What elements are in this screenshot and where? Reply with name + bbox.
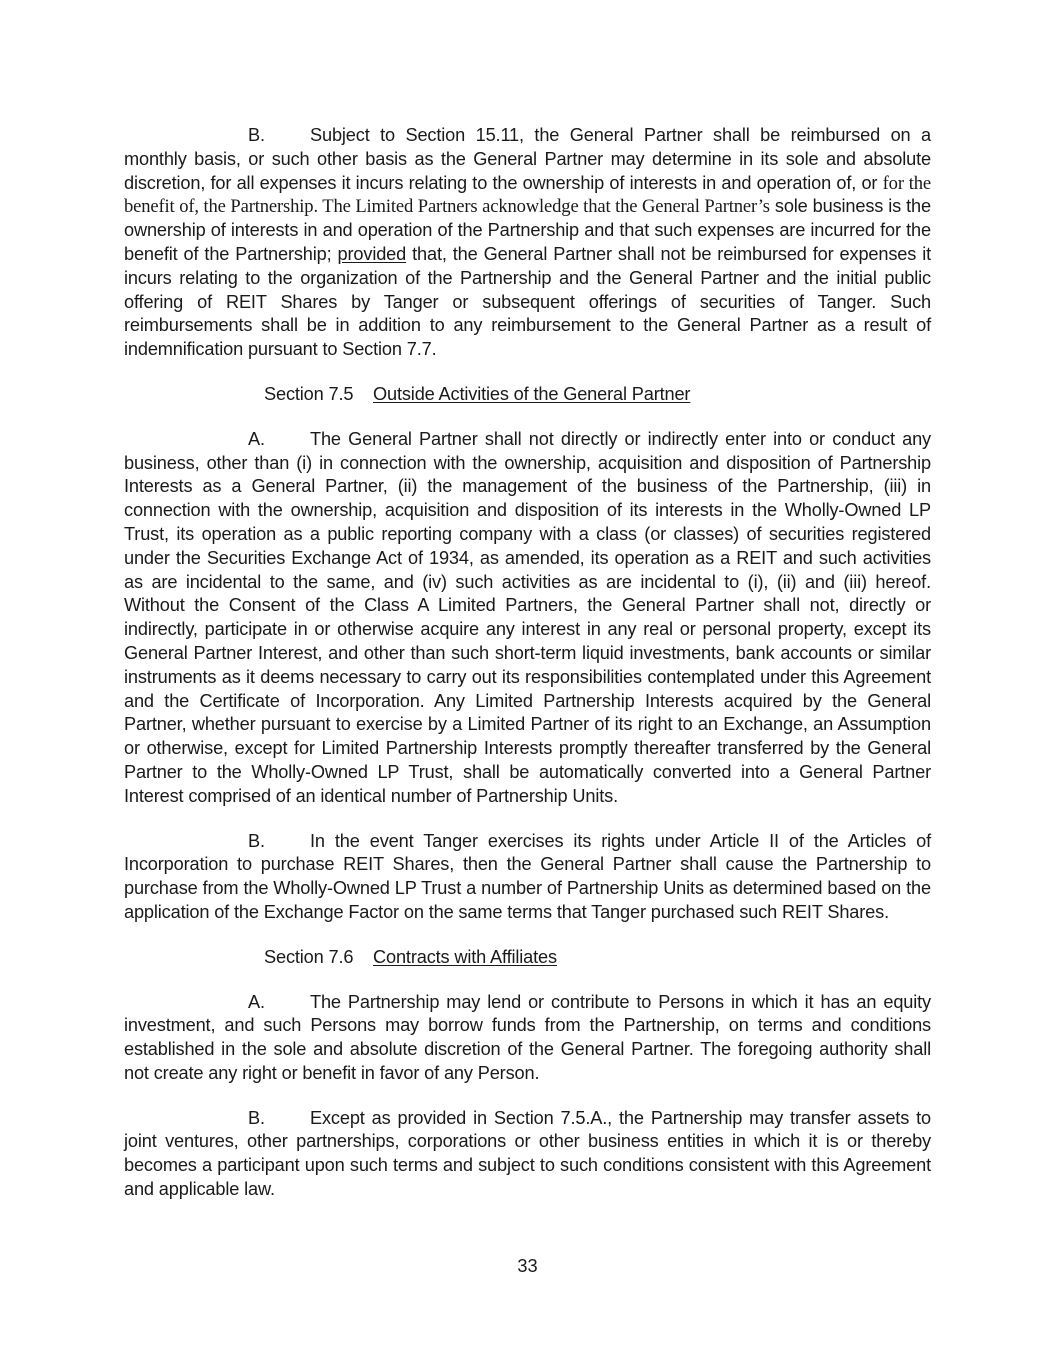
paragraph-text-serif: for the benefit of, the Partnership. The Limited Partners acknowledge that the General Partner’s (124, 172, 932, 218)
paragraph-text: The General Partner shall not directly or indirectly enter into or conduct any business, other than (i) in connection with the ownership, acquisition and disposition of Partnership Interests as a General Partner, (ii) the management of the business of the Partnership, (iii) in connection with the ownership, acquisition and disposition of its interests in the Wholly-Owned LP Trust, its operation as a public reporting company with a class (or classes) of securities registered under the Securities Exchange Act of 1934, as amended, its operation as a REIT and such activities as are incidental to the same, and (iv) such activities as are incidental to (i), (ii) and (iii) hereof. Without the Consent of the Class A Limited Partners, the General Partner shall not, directly or indirectly, participate in or otherwise acquire any interest in any real or personal property, except its General Partner Interest, and other than such short-term liquid investments, bank accounts or similar instruments as it deems necessary to carry out its responsibilities contemplated under this Agreement and the Certificate of Incorporation. Any Limited Partnership Interests acquired by the General Partner, whether pursuant to exercise by a Limited Partner of its right to an Exchange, an Assumption or otherwise, except for Limited Partnership Interests promptly thereafter transferred by the General Partner to the Wholly-Owned LP Trust, shall be automatically converted into a General Partner Interest comprised of an identical number of Partnership Units. (124, 428, 931, 806)
paragraph-label: A. (248, 428, 265, 449)
paragraph-label: A. (248, 991, 265, 1012)
paragraph-7-6-a (124, 991, 931, 1086)
paragraph-7-5-a (124, 428, 931, 809)
paragraph-text: Except as provided in Section 7.5.A., the Partnership may transfer assets to joint ventures, other partnerships, corporations or other business entities in which it is or thereby becomes a participant upon such terms and subject to such conditions consistent with this Agreement and applicable law. (124, 1107, 931, 1200)
paragraph-text: that, the General Partner shall not be reimbursed for expenses it incurs relating to the organization of the Partnership and the General Partner and the initial public offering of REIT Shares by Tanger or subsequent offerings of securities of Tanger. Such reimbursements shall be in addition to any reimbursement to the General Partner as a result of indemnification pursuant to Section 7.7. (124, 243, 932, 360)
page-number: 33 (517, 1256, 538, 1276)
paragraph-7-4-b (124, 124, 931, 362)
paragraph-text: Subject to Section 15.11, the General Partner shall be reimbursed on a monthly basis, or such other basis as the General Partner may determine in its sole and absolute discretion, for all expenses it incurs relating to the ownership of interests in and operation of, or (124, 125, 931, 193)
section-heading-7-5 (124, 383, 931, 407)
paragraph-text: In the event Tanger exercises its rights under Article II of the Articles of Incorporation to purchase REIT Shares, then the General Partner shall cause the Partnership to purchase from the Wholly-Owned LP Trust a number of Partnership Units as determined based on the application of the Exchange Factor on the same terms that Tanger purchased such REIT Shares. (124, 830, 931, 922)
section-title: Contracts with Affiliates (373, 946, 557, 967)
paragraph-7-6-b (124, 1107, 931, 1202)
section-heading-7-6 (124, 946, 931, 970)
provided-term: provided (337, 243, 407, 264)
paragraph-7-5-b (124, 830, 931, 925)
document-page (124, 124, 931, 1202)
section-number: Section 7.6 (264, 946, 354, 967)
paragraph-label: B. (248, 125, 265, 145)
section-number: Section 7.5 (264, 383, 354, 404)
paragraph-text: The Partnership may lend or contribute to Persons in which it has an equity investment, and such Persons may borrow funds from the Partnership, on terms and conditions established in the sole and absolute discretion of the General Partner. The foregoing authority shall not create any right or benefit in favor of any Person. (124, 991, 931, 1083)
paragraph-label: B. (248, 1107, 265, 1128)
paragraph-label: B. (248, 830, 265, 851)
paragraph-text: sole business is the ownership of interests in and operation of the Partnership and that such expenses are incurred for the benefit of the Partnership; (124, 196, 931, 264)
section-title: Outside Activities of the General Partner (373, 383, 691, 404)
